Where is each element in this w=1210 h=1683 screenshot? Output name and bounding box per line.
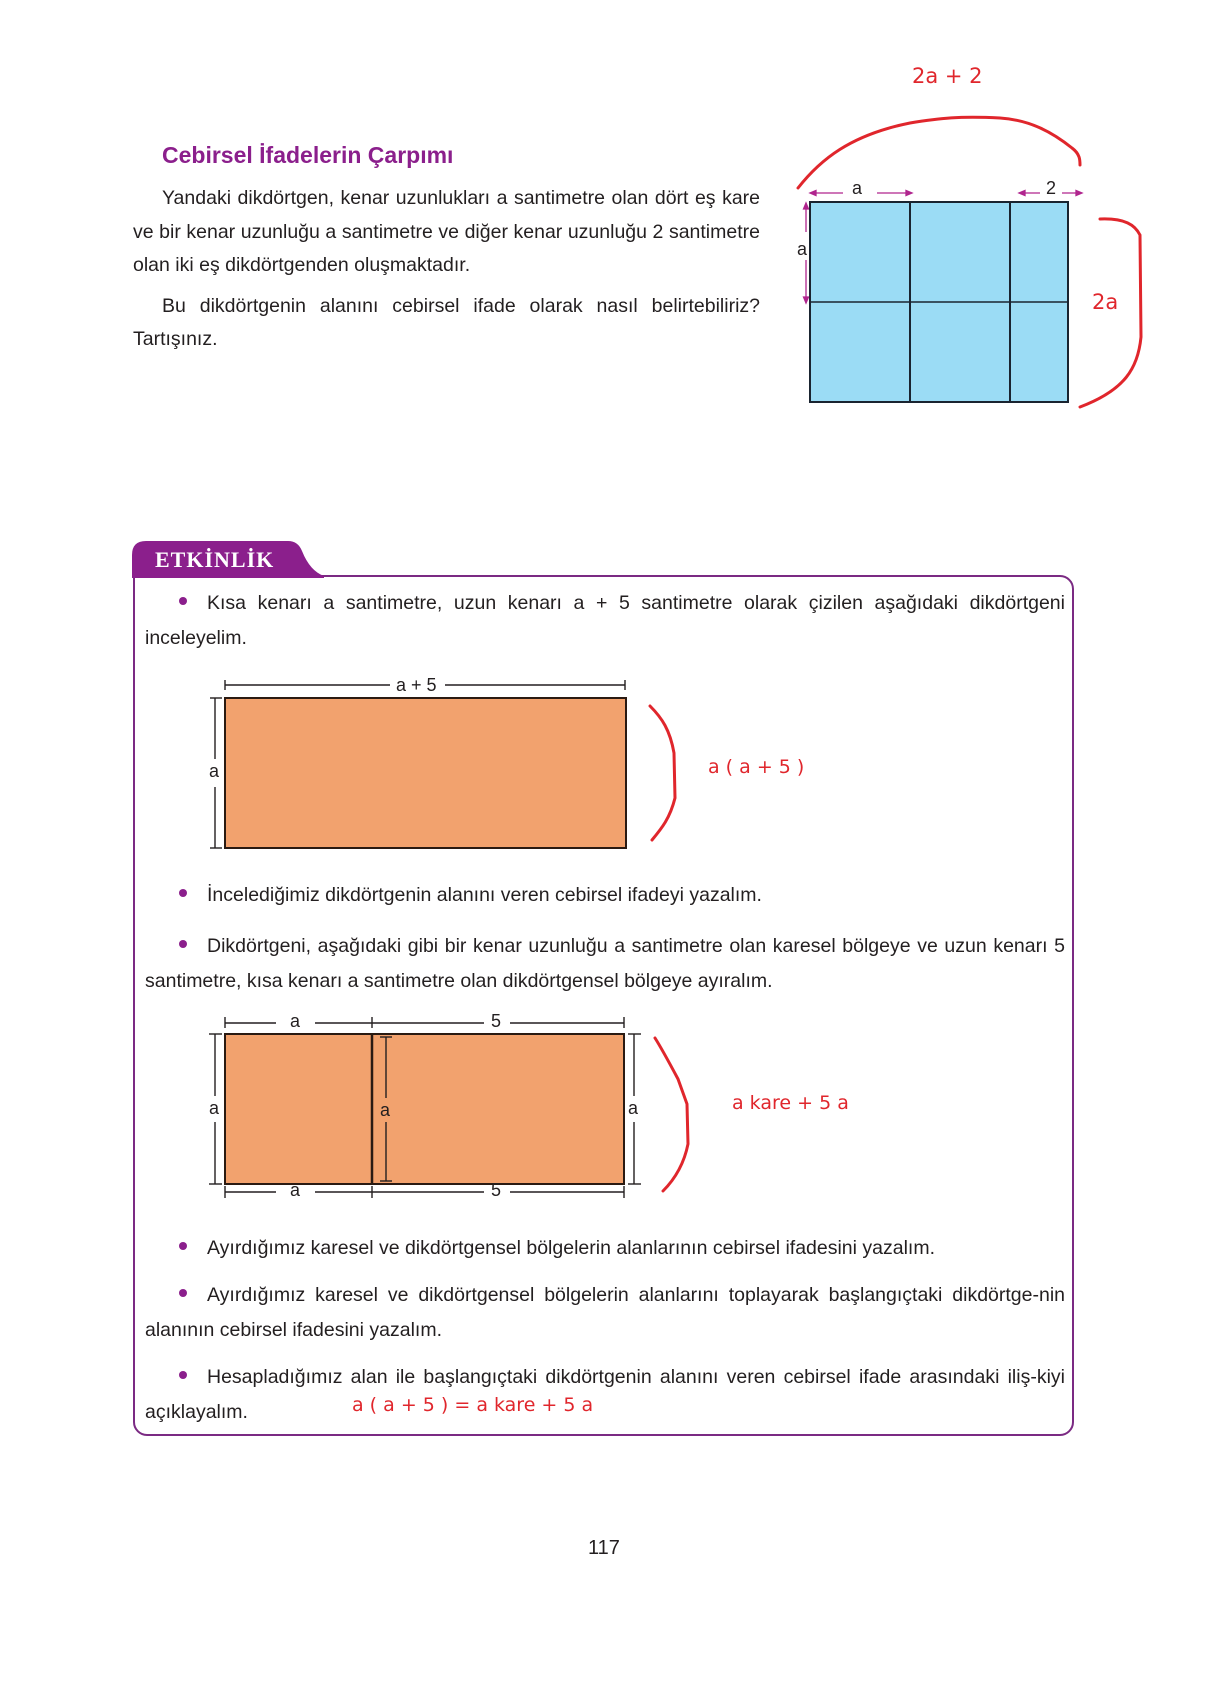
split-rect-figure [200,1004,849,1209]
bullet-icon [179,597,187,605]
annotation-2a-plus-2: 2a + 2 [912,64,983,88]
label-left-a: a [797,239,808,259]
activity-item-4 [145,1231,1065,1266]
orange-rect-figure [200,668,840,873]
label-bottom-5: 5 [491,1180,502,1200]
label-top-2: 2 [1046,178,1057,198]
activity-item-3 [145,929,1065,998]
label-top-5: 5 [491,1011,502,1031]
bullet-icon [179,1242,187,1250]
activity-item-1-text: Kısa kenarı a santimetre, uzun kenarı a + 5 santimetre olarak çizilen aşağıdaki dikdörtgeni inceleyelim. [145,592,1065,649]
activity-item-1 [145,586,1065,655]
label-a: a [209,761,220,781]
label-a-plus-5: a + 5 [396,675,437,695]
label-right-a: a [628,1098,639,1118]
activity-tab-label: ETKİNLİK [155,547,275,572]
activity-item-6 [145,1360,1065,1429]
label-middle-a: a [380,1100,391,1120]
bullet-icon [179,889,187,897]
activity-item-6-text: Hesapladığımız alan ile başlangıçtaki dikdörtgenin alanını veren cebirsel ifade arasındaki iliş-kiyi açıklayalım. [145,1366,1065,1423]
activity-item-2 [145,878,1065,913]
label-left-a: a [209,1098,220,1118]
annotation-bracket-1 [650,706,675,840]
annotation-top-arc [798,117,1080,188]
activity-item-4-text: Ayırdığımız karesel ve dikdörtgensel bölgelerin alanlarının cebirsel ifadesini yazalım. [207,1237,936,1259]
bullet-icon [179,1289,187,1297]
activity-item-2-text: İncelediğimiz dikdörtgenin alanını veren cebirsel ifadeyi yazalım. [207,884,762,906]
activity-item-3-text: Dikdörtgeni, aşağıdaki gibi bir kenar uzunluğu a santimetre olan karesel bölgeye ve uzun kenarı 5 santimetre, kısa kenarı a santimetre olan dikdörtgensel bölgeye ayıralım. [145,935,1065,992]
intro-paragraph-1: Yandaki dikdörtgen, kenar uzunlukları a santimetre olan dört eş kare ve bir kenar uzunluğu a santimetre ve diğer kenar uzunluğu 2 santimetre olan iki eş dikdörtgenden oluşmaktadır. [133,187,760,276]
label-top-a: a [290,1011,301,1031]
bullet-icon [179,1371,187,1379]
annotation-2a: 2a [1092,290,1119,314]
rectangle-region [372,1034,624,1184]
annotation-bracket-2 [655,1038,688,1191]
intro-text [133,182,760,364]
annotation-a-kare-plus-5a: a kare + 5 a [732,1092,849,1114]
section-title: Cebirsel İfadelerin Çarpımı [162,142,454,168]
activity-item-5 [145,1278,1065,1347]
page-number: 117 [588,1537,620,1559]
label-top-a: a [852,178,863,198]
activity-item-5-text: Ayırdığımız karesel ve dikdörtgensel bölgelerin alanlarını toplayarak başlangıçtaki dikdörtge-nin alanının cebirsel ifadesini yazalım. [145,1284,1065,1341]
annotation-a-times-a-plus-5: a ( a + 5 ) [708,756,805,778]
square-region [225,1034,372,1184]
bullet-icon [179,940,187,948]
label-bottom-a: a [290,1180,301,1200]
handwritten-answer: a ( a + 5 ) = a kare + 5 a [352,1394,594,1416]
intro-paragraph-2: Bu dikdörtgenin alanını cebirsel ifade olarak nasıl belirtebiliriz? Tartışınız. [133,294,760,350]
orange-rect [225,698,626,848]
blue-grid-figure [790,40,1170,425]
